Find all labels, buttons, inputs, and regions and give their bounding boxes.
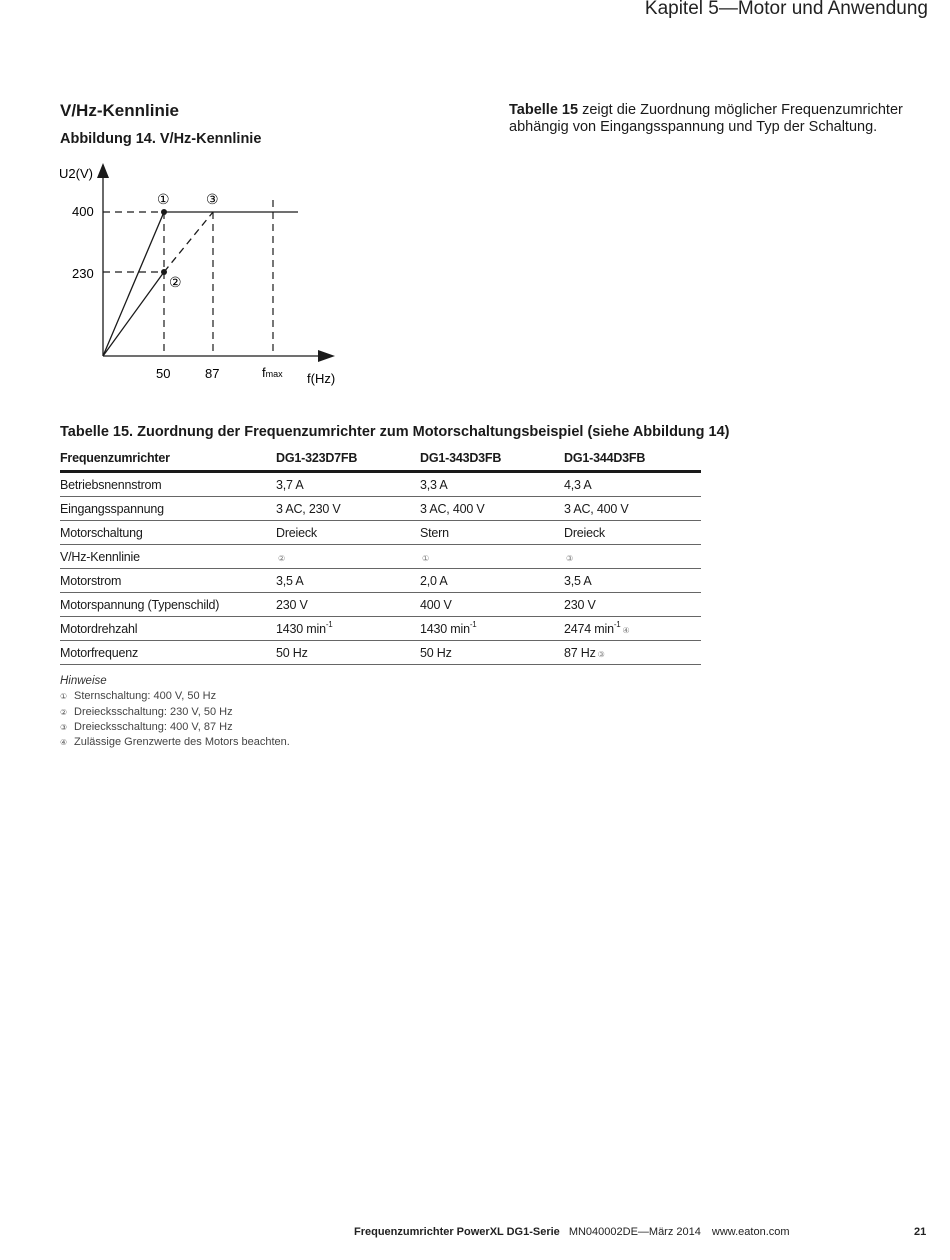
cell-value: 2,0 A	[420, 569, 564, 593]
curve-3-extension	[164, 212, 213, 272]
marker-3: ③	[206, 191, 219, 207]
footer-page-number: 21	[914, 1226, 927, 1238]
header-dg1-344d3fb: DG1-344D3FB	[564, 446, 701, 472]
y-axis-arrow	[97, 163, 109, 178]
note-item	[60, 689, 290, 704]
note-glyph: ③	[60, 722, 68, 732]
x-tick-fmax-sub: max	[265, 369, 283, 379]
note-item	[60, 705, 290, 720]
speed-value: 2474 min	[564, 621, 614, 636]
point-2	[161, 269, 167, 275]
table-row	[60, 617, 701, 641]
row-label: Motorspannung (Typenschild)	[60, 593, 276, 617]
note-text: Dreiecksschaltung: 400 V, 87 Hz	[74, 720, 233, 733]
cell-value: 230 V	[276, 593, 420, 617]
cell-value: 3 AC, 230 V	[276, 497, 420, 521]
x-tick-87: 87	[205, 366, 220, 381]
marker-1: ①	[157, 191, 170, 207]
speed-value: 1430 min	[420, 621, 470, 636]
row-label: Motordrehzahl	[60, 617, 276, 641]
table-caption: Tabelle 15. Zuordnung der Frequenzumrichter zum Motorschaltungsbeispiel (siehe Abbildung 14)	[60, 424, 730, 440]
cell-value: Dreieck	[564, 521, 701, 545]
cell-value	[420, 545, 564, 569]
header-frequenzumrichter: Frequenzumrichter	[60, 446, 276, 472]
row-label: V/Hz-Kennlinie	[60, 545, 276, 569]
footer-doc-number: MN040002DE—März 2014	[568, 1226, 701, 1238]
notes-title: Hinweise	[60, 675, 107, 687]
table-row	[60, 641, 701, 665]
row-label: Betriebsnennstrom	[60, 472, 276, 497]
cell-value: 50 Hz	[420, 641, 564, 665]
curve-ref-glyph: ②	[278, 553, 285, 563]
y-tick-400: 400	[72, 204, 94, 219]
cell-value	[420, 617, 564, 641]
figure-caption: Abbildung 14. V/Hz-Kennlinie	[60, 131, 262, 147]
table-row	[60, 545, 701, 569]
cell-value: 50 Hz	[276, 641, 420, 665]
superscript: -1	[325, 619, 333, 629]
note-text: Zulässige Grenzwerte des Motors beachten.	[74, 736, 290, 749]
table-row	[60, 472, 701, 497]
notes-section	[60, 674, 290, 750]
cell-value: Stern	[420, 521, 564, 545]
x-tick-50: 50	[156, 366, 171, 381]
intro-text: zeigt die Zuordnung möglicher Frequenzumrichter abhängig von Eingangsspannung und Typ der Schaltung.	[509, 102, 903, 135]
note-ref-glyph: ③	[597, 649, 605, 659]
row-label: Eingangsspannung	[60, 497, 276, 521]
marker-2: ②	[169, 274, 182, 290]
note-item	[60, 735, 290, 750]
row-label: Motorstrom	[60, 569, 276, 593]
cell-value: 3,7 A	[276, 472, 420, 497]
table-row	[60, 497, 701, 521]
converter-table	[60, 446, 701, 665]
footer-website: www.eaton.com	[711, 1226, 790, 1238]
note-text: Dreiecksschaltung: 230 V, 50 Hz	[74, 705, 233, 718]
superscript: -1	[613, 619, 621, 629]
page-footer	[354, 1226, 927, 1238]
superscript: -1	[469, 619, 477, 629]
cell-value: Dreieck	[276, 521, 420, 545]
note-text: Sternschaltung: 400 V, 50 Hz	[74, 690, 217, 703]
note-ref-glyph: ④	[622, 625, 630, 635]
x-axis-arrow	[318, 350, 335, 362]
cell-value	[276, 617, 420, 641]
x-tick-fmax: fmax	[262, 365, 283, 380]
speed-value: 1430 min	[276, 621, 326, 636]
point-1	[161, 209, 167, 215]
cell-value	[564, 641, 701, 665]
cell-value	[564, 617, 701, 641]
table-header-row	[60, 446, 701, 472]
cell-value: 4,3 A	[564, 472, 701, 497]
footer-publication: Frequenzumrichter PowerXL DG1-Serie	[354, 1226, 560, 1238]
note-glyph: ②	[60, 707, 68, 717]
y-axis-label: U2(V)	[59, 166, 93, 181]
header-dg1-323d7fb: DG1-323D7FB	[276, 446, 420, 472]
curve-ref-glyph: ③	[566, 553, 573, 563]
row-label: Motorfrequenz	[60, 641, 276, 665]
section-title: V/Hz-Kennlinie	[60, 101, 180, 120]
cell-value: 230 V	[564, 593, 701, 617]
vhz-chart	[0, 0, 950, 400]
table-row	[60, 521, 701, 545]
row-label: Motorschaltung	[60, 521, 276, 545]
cell-value: 400 V	[420, 593, 564, 617]
cell-value	[564, 545, 701, 569]
cell-value: 3,3 A	[420, 472, 564, 497]
note-glyph: ④	[60, 738, 68, 748]
x-axis-label: f(Hz)	[307, 371, 336, 386]
table-row	[60, 593, 701, 617]
note-glyph: ①	[60, 692, 68, 702]
cell-value: 3,5 A	[276, 569, 420, 593]
cell-value: 3,5 A	[564, 569, 701, 593]
cell-value: 3 AC, 400 V	[564, 497, 701, 521]
cell-value	[276, 545, 420, 569]
header-dg1-343d3fb: DG1-343D3FB	[420, 446, 564, 472]
curve-ref-glyph: ①	[422, 553, 429, 563]
chapter-header: Kapitel 5—Motor und Anwendung	[644, 0, 928, 19]
table-row	[60, 569, 701, 593]
freq-value: 87 Hz	[564, 645, 596, 660]
note-item	[60, 720, 290, 735]
y-tick-230: 230	[72, 266, 94, 281]
cell-value: 3 AC, 400 V	[420, 497, 564, 521]
intro-bold-ref: Tabelle 15	[509, 102, 579, 118]
